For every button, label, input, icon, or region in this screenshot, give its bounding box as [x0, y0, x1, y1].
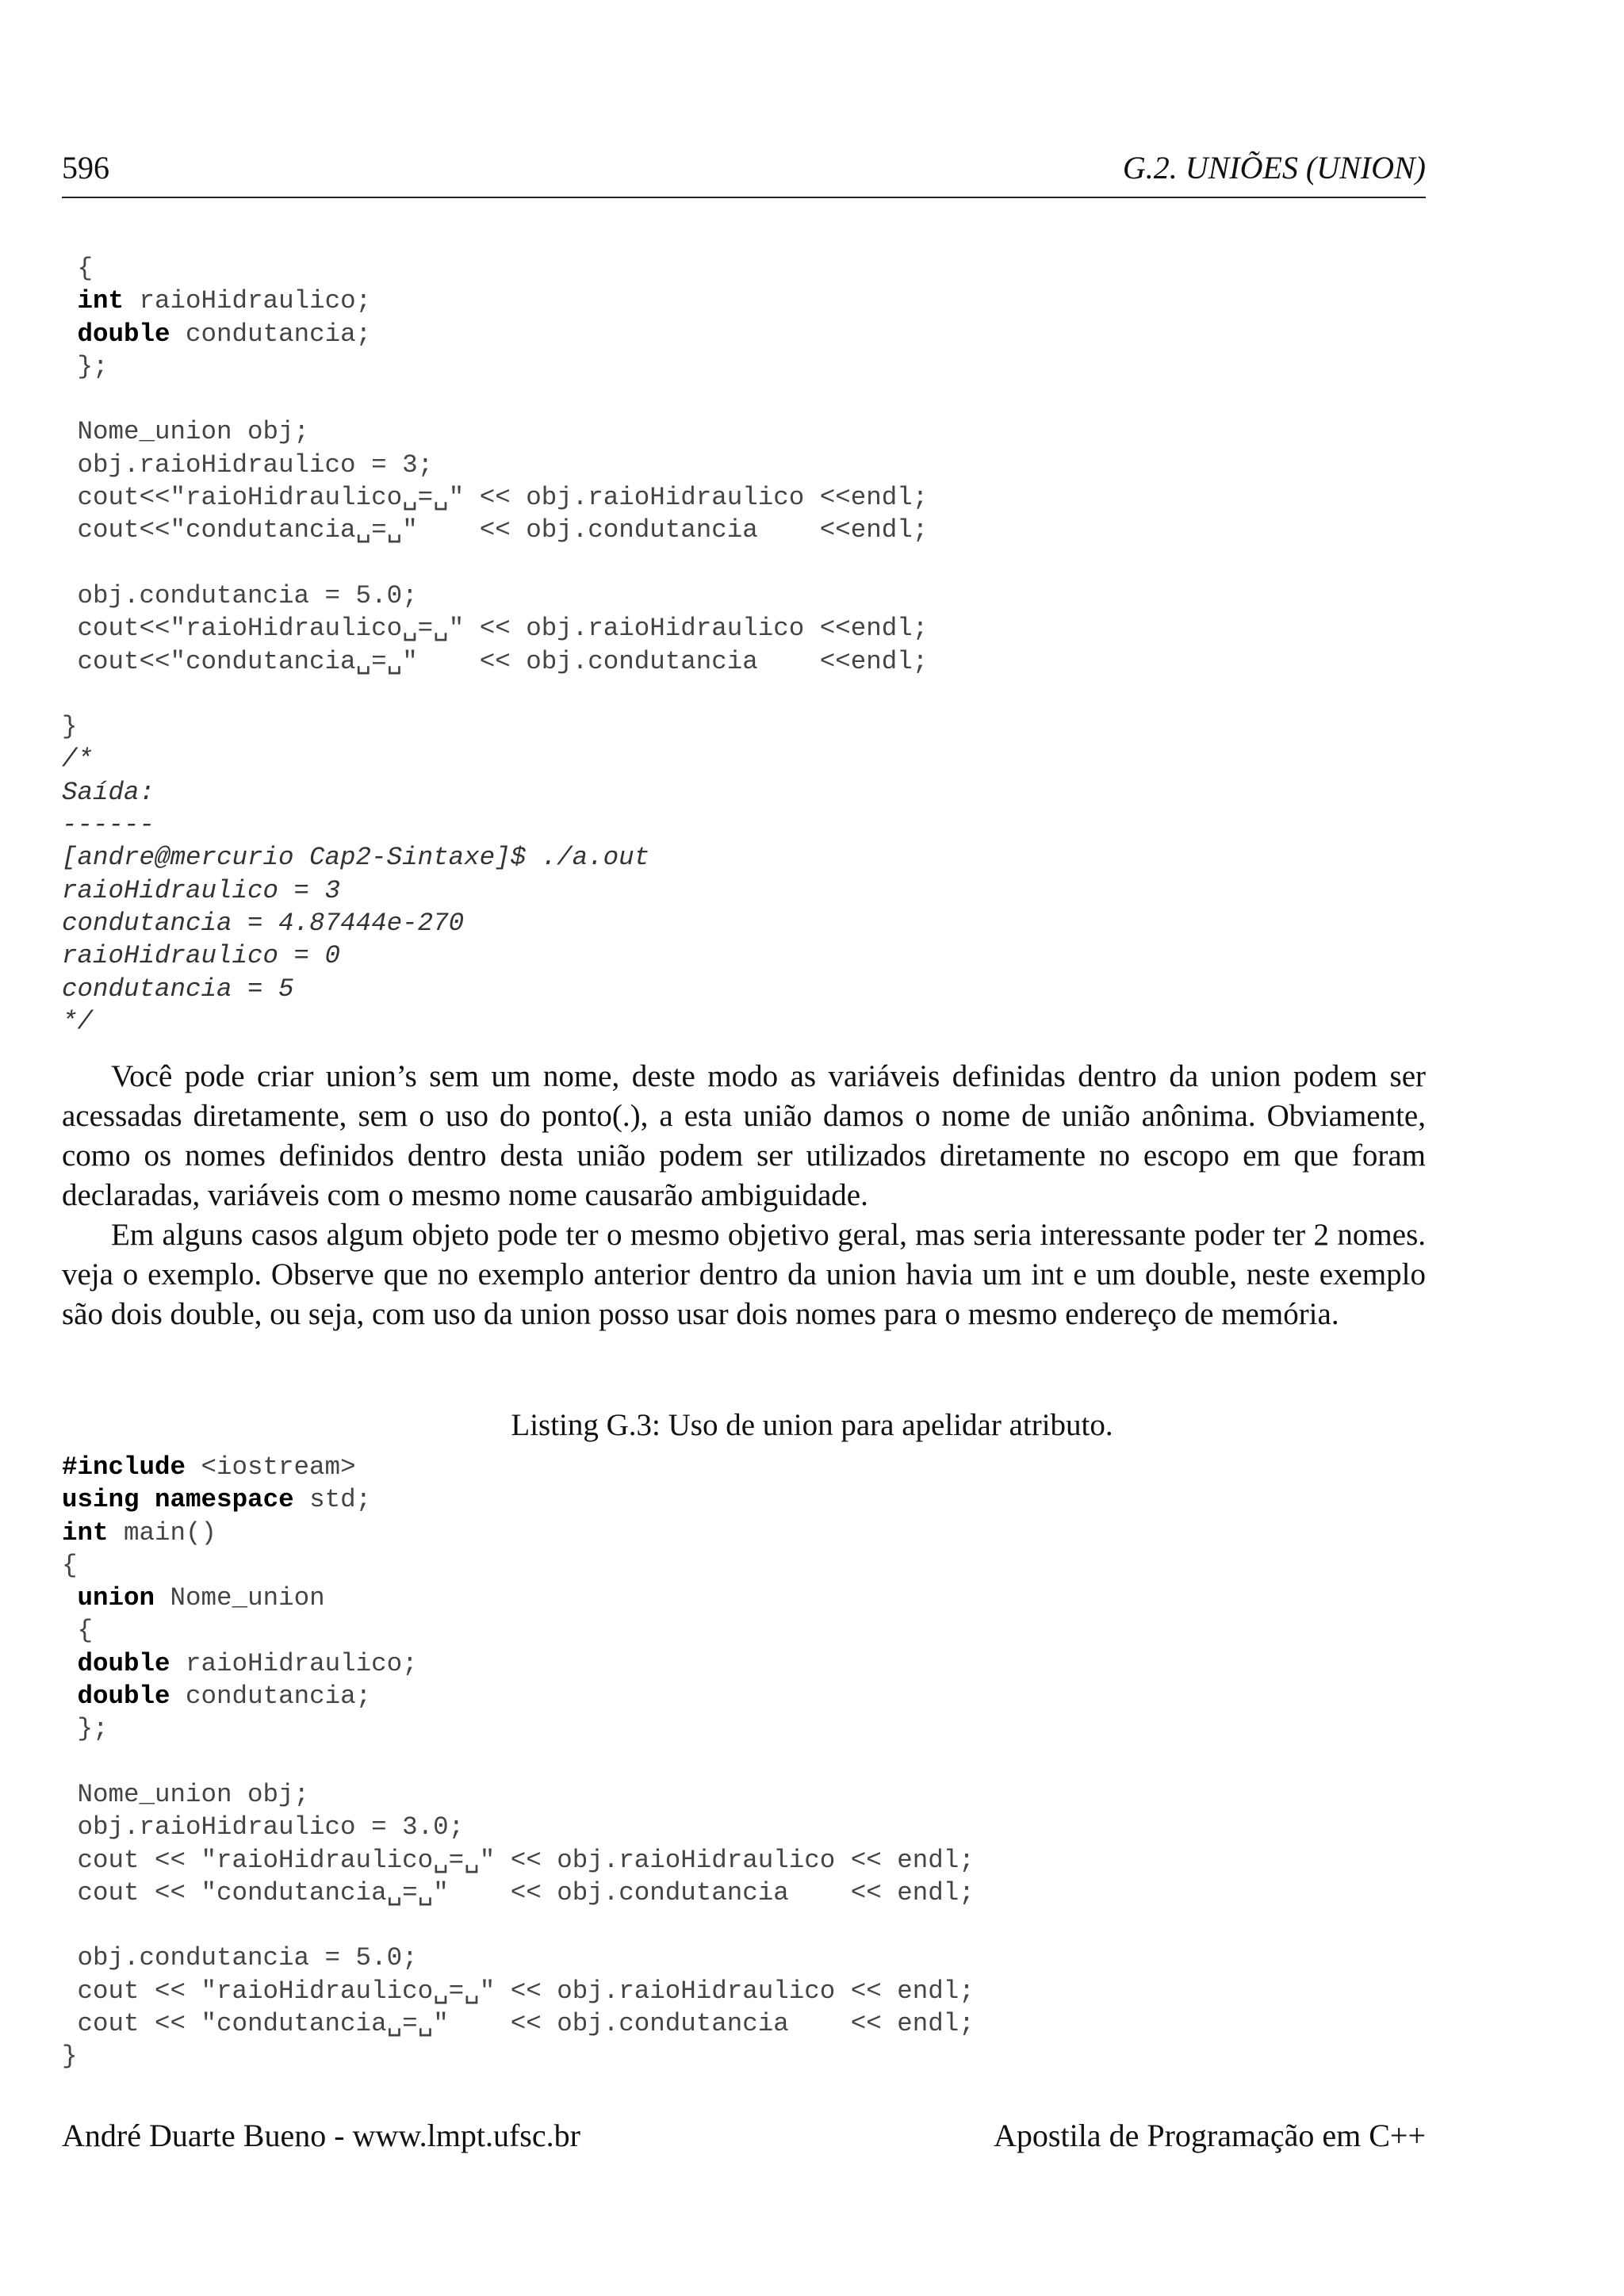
code-line: [62, 874, 928, 907]
code-line: [62, 612, 928, 645]
code-text: [62, 320, 78, 349]
code-line: [62, 776, 928, 809]
code-line: [62, 743, 928, 775]
code-text: [62, 1682, 78, 1711]
code-text: [140, 1485, 155, 1514]
code-line: [62, 1483, 975, 1516]
code-text: condutancia;: [170, 319, 372, 349]
code-text: };: [62, 1714, 109, 1744]
code-keyword: union: [77, 1583, 155, 1613]
code-text: }: [62, 712, 78, 742]
running-header: [62, 149, 1426, 198]
code-comment: ------: [62, 810, 155, 840]
code-line: [62, 710, 928, 743]
code-line: [62, 1844, 975, 1877]
code-keyword: double: [77, 1682, 170, 1712]
code-line: [62, 415, 928, 448]
running-footer: [62, 2117, 1426, 2156]
code-text: obj.raioHidraulico = 3.0;: [62, 1812, 465, 1843]
code-line: [62, 449, 928, 481]
code-line: [62, 1712, 975, 1745]
code-text: main(): [108, 1517, 217, 1548]
code-line: [62, 809, 928, 841]
code-text: };: [62, 351, 109, 381]
code-text: {: [62, 1550, 78, 1580]
code-line: [62, 1549, 975, 1582]
code-line: [62, 285, 928, 317]
code-listing-g3: [62, 1451, 975, 2073]
code-text: raioHidraulico;: [124, 286, 372, 316]
code-comment: raioHidraulico = 0: [62, 941, 341, 971]
code-comment: raioHidraulico = 3: [62, 875, 341, 905]
code-text: {: [62, 1616, 94, 1646]
code-text: [62, 1583, 78, 1613]
code-text: cout << "condutancia␣=␣" << obj.condutancia << endl;: [62, 2009, 975, 2039]
code-line: [62, 547, 928, 580]
code-line: [62, 1005, 928, 1038]
code-text: Nome_union obj;: [62, 417, 310, 447]
section-title: G.2. UNIÕES (UNION): [1122, 150, 1426, 186]
code-text: cout<<"raioHidraulico␣=␣" << obj.raioHidraulico <<endl;: [62, 614, 929, 644]
body-text: [62, 1057, 1426, 1334]
code-text: cout << "raioHidraulico␣=␣" << obj.raioHidraulico << endl;: [62, 1976, 975, 2006]
code-text: [62, 286, 78, 316]
code-line: [62, 1647, 975, 1680]
code-comment: condutancia = 5: [62, 974, 294, 1004]
code-line: [62, 973, 928, 1005]
code-text: raioHidraulico;: [170, 1648, 418, 1678]
paragraph: Você pode criar union’s sem um nome, deste modo as variáveis definidas dentro da union podem ser acessadas diretamente, sem o uso do ponto(.), a esta união damos o nome de união anônima. Obviamente, como os nomes definidos dentro desta união podem ser utilizados diretamente no escopo em que foram declaradas, variáveis com o mesmo nome causarão ambiguidade.: [62, 1059, 1426, 1212]
code-line: [62, 939, 928, 972]
code-text: std;: [293, 1485, 372, 1515]
code-text: [62, 1649, 78, 1678]
code-keyword: int: [62, 1517, 109, 1548]
code-line: [62, 1778, 975, 1811]
code-line: [62, 252, 928, 285]
code-comment: [andre@mercurio Cap2-Sintaxe]$ ./a.out: [62, 843, 650, 873]
code-keyword: using: [62, 1485, 140, 1515]
code-line: [62, 645, 928, 678]
code-listing-continued: [62, 252, 928, 1038]
code-text: {: [62, 254, 94, 283]
code-text: cout<<"raioHidraulico␣=␣" << obj.raioHidraulico <<endl;: [62, 483, 929, 513]
code-text: cout << "raioHidraulico␣=␣" << obj.raioHidraulico << endl;: [62, 1845, 975, 1875]
listing-caption: Listing G.3: Uso de union para apelidar atributo.: [511, 1408, 1113, 1442]
code-line: [62, 1451, 975, 1483]
code-line: [62, 2040, 975, 2072]
code-line: [62, 1942, 975, 1974]
code-text: cout<<"condutancia␣=␣" << obj.condutancia <<endl;: [62, 646, 929, 676]
code-line: [62, 1680, 975, 1712]
code-text: }: [62, 2042, 78, 2072]
footer-author: André Duarte Bueno - www.lmpt.ufsc.br: [62, 2118, 580, 2153]
page-number: 596: [62, 150, 109, 186]
code-line: [62, 514, 928, 546]
code-text: obj.condutancia = 5.0;: [62, 580, 418, 610]
paragraph: Em alguns casos algum objeto pode ter o mesmo objetivo geral, mas seria interessante poder ter 2 nomes. veja o exemplo. Observe que no exemplo anterior dentro da union havia um int e um double, neste exemplo são dois double, ou seja, com uso da union posso usar dois nomes para o mesmo endereço de memória.: [62, 1218, 1426, 1331]
code-keyword: namespace: [155, 1485, 294, 1515]
code-line: [62, 2007, 975, 2040]
code-line: [62, 318, 928, 350]
code-line: [62, 481, 928, 514]
code-line: [62, 841, 928, 874]
code-text: obj.condutancia = 5.0;: [62, 1943, 418, 1973]
code-keyword: #include: [62, 1452, 186, 1482]
code-text: condutancia;: [170, 1682, 372, 1712]
code-line: [62, 1975, 975, 2007]
code-text: Nome_union: [155, 1583, 325, 1613]
code-text: obj.raioHidraulico = 3;: [62, 450, 434, 480]
code-line: [62, 1877, 975, 1909]
code-line: [62, 907, 928, 939]
code-text: Nome_union obj;: [62, 1779, 310, 1809]
code-line: [62, 1582, 975, 1614]
footer-title: Apostila de Programação em C++: [994, 2118, 1426, 2153]
code-comment: */: [62, 1006, 94, 1036]
code-keyword: int: [77, 286, 124, 316]
code-text: cout << "condutancia␣=␣" << obj.condutancia << endl;: [62, 1877, 975, 1908]
code-keyword: double: [77, 1648, 170, 1678]
code-comment: condutancia = 4.87444e-270: [62, 908, 465, 938]
code-line: [62, 383, 928, 415]
code-line: [62, 678, 928, 710]
code-line: [62, 1517, 975, 1549]
code-comment: /*: [62, 744, 94, 775]
code-text: cout<<"condutancia␣=␣" << obj.condutancia <<endl;: [62, 515, 929, 545]
code-line: [62, 350, 928, 383]
code-keyword: double: [77, 319, 170, 349]
code-line: [62, 1746, 975, 1778]
code-line: [62, 1909, 975, 1942]
code-line: [62, 1811, 975, 1843]
code-line: [62, 1614, 975, 1647]
code-comment: Saída:: [62, 777, 155, 807]
code-line: [62, 580, 928, 612]
code-text: <iostream>: [186, 1452, 356, 1482]
